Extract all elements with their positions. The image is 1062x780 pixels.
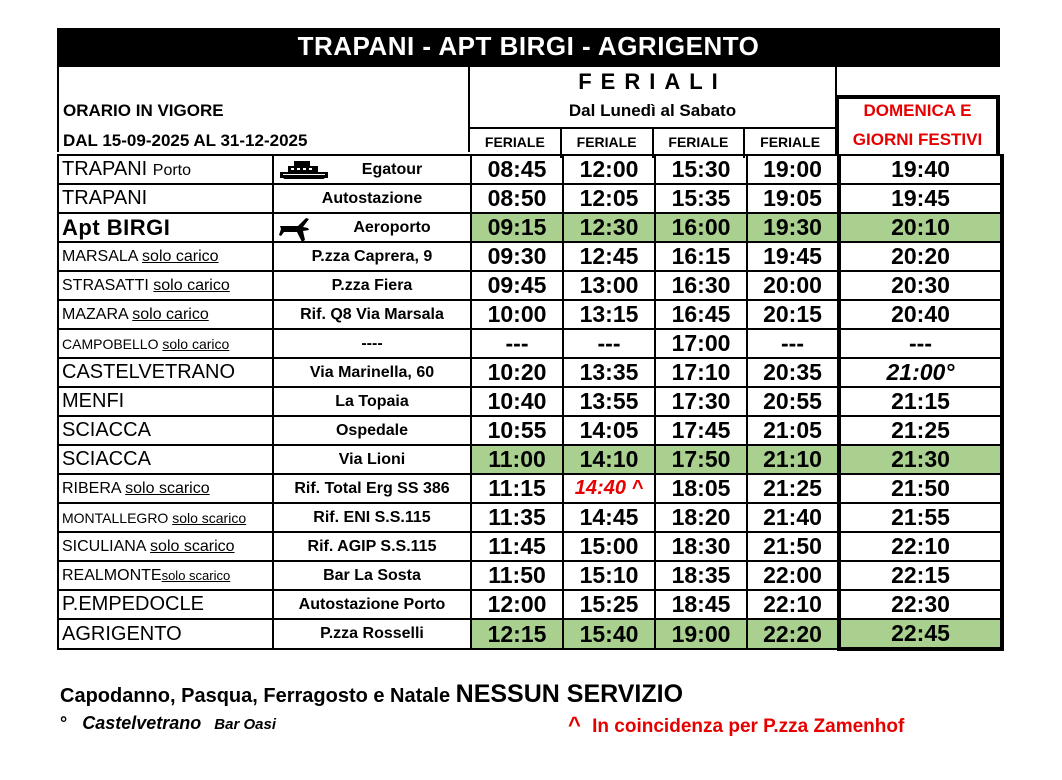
- departure-time: 18:35: [655, 561, 747, 590]
- departure-time: 10:20: [471, 358, 563, 387]
- departure-time: 16:30: [655, 271, 747, 300]
- departure-time: 11:50: [471, 561, 563, 590]
- departure-time: 17:10: [655, 358, 747, 387]
- stop-cell: [273, 184, 471, 213]
- stop-cell: [273, 561, 471, 590]
- degree-mark: °: [60, 713, 68, 733]
- stop-cell: [273, 387, 471, 416]
- festivi-line2: GIORNI FESTIVI: [852, 130, 983, 149]
- stop-cell: [273, 416, 471, 445]
- departure-time: 18:45: [655, 590, 747, 619]
- city-cell: [58, 358, 273, 387]
- festivo-time: 21:30: [839, 445, 1002, 474]
- holiday-note: [60, 680, 683, 709]
- city-suffix: Porto: [152, 162, 192, 179]
- column-header-feriale: FERIALE: [562, 129, 654, 158]
- no-service-label: NESSUN SERVIZIO: [455, 680, 684, 708]
- stop-cell: [273, 590, 471, 619]
- castelvetrano-label: Castelvetrano: [82, 713, 202, 733]
- coincidence-note: [568, 712, 904, 738]
- city-cell: [58, 184, 273, 213]
- departure-time: 15:35: [655, 184, 747, 213]
- city-name: TRAPANI: [62, 187, 148, 209]
- stop-name: Autostazione: [321, 189, 423, 207]
- departure-time: 14:10: [563, 445, 655, 474]
- table-row: [58, 474, 1002, 503]
- departure-time: 10:00: [471, 300, 563, 329]
- city-name: TRAPANI: [62, 158, 148, 180]
- stop-cell: [273, 474, 471, 503]
- boarding-note: solo carico: [162, 335, 230, 352]
- city-cell: [58, 503, 273, 532]
- festivo-time: 21:15: [839, 387, 1002, 416]
- stop-name: Rif. AGIP S.S.115: [307, 537, 437, 555]
- departure-time: 17:50: [655, 445, 747, 474]
- departure-time: 21:40: [747, 503, 839, 532]
- caret-mark: ^: [568, 712, 581, 737]
- stop-name: ----: [361, 334, 383, 352]
- departure-time: 08:45: [471, 155, 563, 184]
- feriali-subtitle: Dal Lunedì al Sabato: [568, 101, 737, 120]
- departure-time: 19:05: [747, 184, 839, 213]
- table-row: [58, 213, 1002, 242]
- departure-time: 10:40: [471, 387, 563, 416]
- departure-time: 14:05: [563, 416, 655, 445]
- city-name: MARSALA: [62, 247, 138, 265]
- departure-time: 09:45: [471, 271, 563, 300]
- table-row: [58, 184, 1002, 213]
- departure-time: 19:30: [747, 213, 839, 242]
- stop-name: Ospedale: [335, 421, 409, 439]
- timetable-title: TRAPANI - APT BIRGI - AGRIGENTO: [57, 28, 1000, 65]
- coincidence-label: In coincidenza per P.zza Zamenhof: [592, 716, 905, 737]
- stop-name: Autostazione Porto: [298, 595, 446, 613]
- stop-name: Egatour: [361, 160, 423, 178]
- boarding-note: solo scarico: [161, 567, 231, 583]
- table-row: [58, 329, 1002, 358]
- city-name: SICULIANA: [62, 537, 146, 555]
- stop-name: La Topaia: [335, 392, 409, 410]
- festivi-header: [837, 65, 1000, 154]
- departure-time: 14:45: [563, 503, 655, 532]
- departure-time: 17:30: [655, 387, 747, 416]
- city-cell: [58, 155, 273, 184]
- festivo-time: 21:55: [839, 503, 1002, 532]
- festivo-time: 20:30: [839, 271, 1002, 300]
- column-header-feriale: FERIALE: [654, 129, 746, 158]
- stop-cell: [273, 300, 471, 329]
- departure-time: 08:50: [471, 184, 563, 213]
- departure-time: ---: [471, 329, 563, 358]
- city-cell: [58, 213, 273, 242]
- bar-oasi-label: Bar Oasi: [214, 716, 276, 733]
- validity-label: ORARIO IN VIGORE: [63, 101, 224, 120]
- departure-time: 11:35: [471, 503, 563, 532]
- city-cell: [58, 561, 273, 590]
- departure-time: 16:45: [655, 300, 747, 329]
- stop-cell: [273, 271, 471, 300]
- ship-icon: [278, 158, 330, 184]
- city-cell: [58, 590, 273, 619]
- festivo-time: ---: [839, 329, 1002, 358]
- city-cell: [58, 445, 273, 474]
- departure-time: 21:50: [747, 532, 839, 561]
- festivi-box: [835, 95, 1000, 154]
- city-name: MENFI: [62, 390, 125, 412]
- stop-cell: [273, 619, 471, 649]
- castelvetrano-note: [60, 713, 276, 734]
- departure-time: 10:55: [471, 416, 563, 445]
- boarding-note: solo carico: [142, 247, 219, 265]
- festivo-time: 22:45: [839, 619, 1002, 649]
- city-cell: [58, 271, 273, 300]
- boarding-note: solo scarico: [150, 537, 235, 555]
- city-name: Apt BIRGI: [62, 214, 171, 240]
- departure-time: 20:35: [747, 358, 839, 387]
- boarding-note: solo scarico: [172, 509, 247, 526]
- departure-time: ---: [747, 329, 839, 358]
- departure-time: 12:45: [563, 242, 655, 271]
- departure-time: 20:00: [747, 271, 839, 300]
- timetable-header: [57, 65, 1000, 154]
- departure-time: 15:00: [563, 532, 655, 561]
- festivo-time: 22:30: [839, 590, 1002, 619]
- departure-time: 11:15: [471, 474, 563, 503]
- departure-time: 12:15: [471, 619, 563, 649]
- festivo-time: 20:20: [839, 242, 1002, 271]
- stop-name: Aeroporto: [353, 218, 431, 236]
- stop-cell: [273, 503, 471, 532]
- table-row: [58, 358, 1002, 387]
- stop-name: Rif. Total Erg SS 386: [294, 479, 450, 497]
- stop-cell: [273, 213, 471, 242]
- stop-name: P.zza Caprera, 9: [311, 247, 433, 265]
- city-name: SCIACCA: [62, 419, 151, 441]
- column-header-feriale: FERIALE: [760, 134, 821, 150]
- stop-name: Via Lioni: [338, 450, 406, 468]
- departure-time: 18:30: [655, 532, 747, 561]
- city-name: SCIACCA: [62, 448, 151, 470]
- departure-time: 18:20: [655, 503, 747, 532]
- city-cell: [58, 532, 273, 561]
- departure-time: 15:30: [655, 155, 747, 184]
- departure-time: 16:15: [655, 242, 747, 271]
- stop-name: P.zza Fiera: [331, 276, 413, 294]
- departure-time: 20:55: [747, 387, 839, 416]
- city-cell: [58, 242, 273, 271]
- city-cell: [58, 300, 273, 329]
- departure-time: 15:10: [563, 561, 655, 590]
- departure-time: 21:25: [747, 474, 839, 503]
- city-name: MONTALLEGRO: [62, 509, 169, 526]
- departure-time: 17:00: [655, 329, 747, 358]
- validity-dates: DAL 15-09-2025 AL 31-12-2025: [63, 131, 308, 150]
- festivo-time: 20:10: [839, 213, 1002, 242]
- table-row: [58, 242, 1002, 271]
- stop-cell: [273, 445, 471, 474]
- table-row: [58, 590, 1002, 619]
- departure-time: 22:20: [747, 619, 839, 649]
- timetable: [57, 154, 1004, 651]
- city-cell: [58, 387, 273, 416]
- city-cell: [58, 619, 273, 649]
- festivo-time: 19:45: [839, 184, 1002, 213]
- boarding-note: solo carico: [153, 276, 230, 294]
- feriali-header: [470, 65, 837, 154]
- city-cell: [58, 416, 273, 445]
- table-row: [58, 445, 1002, 474]
- departure-time: 13:35: [563, 358, 655, 387]
- departure-time: 15:40: [563, 619, 655, 649]
- feriali-title: FERIALI: [578, 69, 727, 94]
- festivo-time: 21:50: [839, 474, 1002, 503]
- city-name: RIBERA: [62, 479, 121, 497]
- departure-time: 13:15: [563, 300, 655, 329]
- departure-time: 19:00: [747, 155, 839, 184]
- departure-time: 11:45: [471, 532, 563, 561]
- stop-cell: [273, 532, 471, 561]
- departure-time: 16:00: [655, 213, 747, 242]
- departure-time: 12:00: [563, 155, 655, 184]
- city-name: STRASATTI: [62, 276, 149, 294]
- departure-time: ---: [563, 329, 655, 358]
- table-row: [58, 416, 1002, 445]
- city-name: MAZARA: [62, 305, 128, 323]
- festivi-line1: DOMENICA E: [863, 101, 972, 120]
- festivo-time: 21:00°: [839, 358, 1002, 387]
- festivo-time: 22:15: [839, 561, 1002, 590]
- departure-time: 22:10: [747, 590, 839, 619]
- departure-time: 09:15: [471, 213, 563, 242]
- departure-time: 13:55: [563, 387, 655, 416]
- festivo-time: 21:25: [839, 416, 1002, 445]
- departure-time: 21:10: [747, 445, 839, 474]
- table-row: [58, 619, 1002, 649]
- departure-time: 17:45: [655, 416, 747, 445]
- departure-time: 20:15: [747, 300, 839, 329]
- table-row: [58, 155, 1002, 184]
- stop-name: P.zza Rosselli: [320, 625, 424, 642]
- departure-time: 22:00: [747, 561, 839, 590]
- city-name: AGRIGENTO: [62, 622, 182, 645]
- table-row: [58, 300, 1002, 329]
- table-row: [58, 561, 1002, 590]
- city-name: CASTELVETRANO: [62, 361, 235, 383]
- stop-name: Bar La Sosta: [323, 566, 421, 584]
- city-name: P.EMPEDOCLE: [62, 593, 204, 615]
- airplane-icon: [278, 216, 310, 242]
- city-cell: [58, 474, 273, 503]
- stop-cell: [273, 242, 471, 271]
- stop-cell: [273, 358, 471, 387]
- departure-time: 11:00: [471, 445, 563, 474]
- stop-cell: [273, 329, 471, 358]
- departure-time: 15:25: [563, 590, 655, 619]
- departure-time: 12:05: [563, 184, 655, 213]
- festivo-time: 22:10: [839, 532, 1002, 561]
- departure-time: 13:00: [563, 271, 655, 300]
- column-header-feriale: FERIALE: [470, 129, 562, 158]
- validity-block: [57, 65, 470, 152]
- departure-time: 18:05: [655, 474, 747, 503]
- festivo-time: 20:40: [839, 300, 1002, 329]
- city-cell: [58, 329, 273, 358]
- table-row: [58, 503, 1002, 532]
- boarding-note: solo scarico: [125, 479, 210, 497]
- stop-name: Rif. Q8 Via Marsala: [300, 305, 444, 323]
- departure-time: 19:00: [655, 619, 747, 649]
- departure-time: 09:30: [471, 242, 563, 271]
- table-row: [58, 271, 1002, 300]
- table-row: [58, 387, 1002, 416]
- table-row: [58, 532, 1002, 561]
- city-name: REALMONTE: [62, 566, 162, 584]
- departure-time: 14:40 ^: [563, 474, 655, 503]
- city-name: CAMPOBELLO: [62, 335, 159, 352]
- stop-name: Rif. ENI S.S.115: [313, 508, 431, 526]
- departure-time: 19:45: [747, 242, 839, 271]
- departure-time: 12:30: [563, 213, 655, 242]
- stop-name: Via Marinella, 60: [309, 363, 435, 381]
- departure-time: 21:05: [747, 416, 839, 445]
- boarding-note: solo carico: [132, 305, 209, 323]
- departure-time: 12:00: [471, 590, 563, 619]
- holiday-list: Capodanno, Pasqua, Ferragosto e Natale: [60, 685, 451, 707]
- stop-cell: [273, 155, 471, 184]
- festivo-time: 19:40: [839, 155, 1002, 184]
